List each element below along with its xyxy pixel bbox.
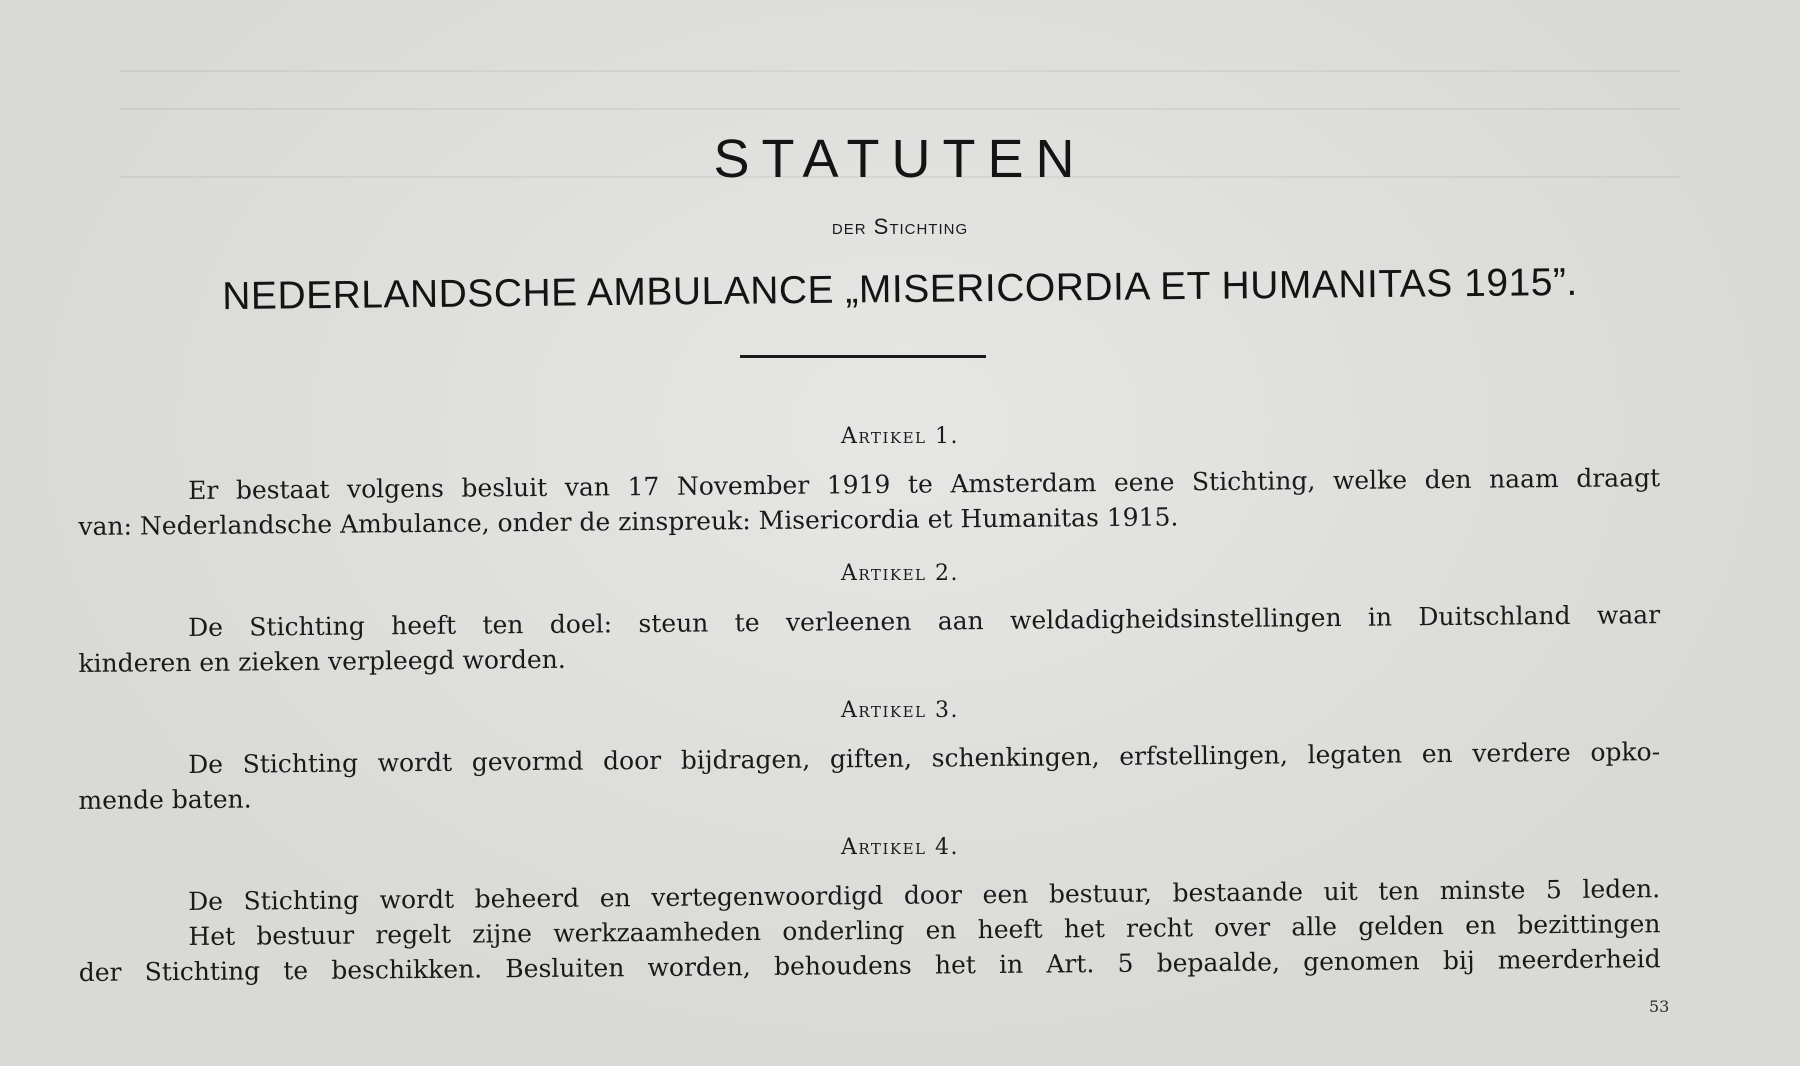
article-2-line-1: De Stichting heeft ten doel: steun te verleenen aan weldadigheidsinstellingen in Duitschland waar (188, 600, 1661, 643)
article-2-text (78, 597, 1661, 681)
article-3-text (78, 734, 1661, 818)
page-number: 53 (1649, 997, 1670, 1016)
article-2-heading: Artikel 2. (841, 561, 959, 586)
article-4-line-2: Het bestuur regelt zijne werkzaamheden onderling en heeft het recht over alle gelden en bezittingen (188, 909, 1661, 952)
article-4-line-1: De Stichting wordt beheerd en vertegenwoordigd door een bestuur, bestaande uit ten minste 5 leden. (188, 874, 1661, 917)
document-subtitle: der Stichting (831, 214, 969, 239)
organization-name: NEDERLANDSCHE AMBULANCE „MISERICORDIA ET HUMANITAS 1915”. (222, 260, 1578, 319)
article-2-line-2: kinderen en zieken verpleegd worden. (78, 644, 566, 678)
title-divider (740, 355, 986, 358)
article-1-line-2: van: Nederlandsche Ambulance, onder de zinspreuk: Misericordia et Humanitas 1915. (78, 502, 1179, 541)
article-4-line-3: der Stichting te beschikken. Besluiten worden, behoudens het in Art. 5 bepaalde, genomen bij meerderheid (78, 944, 1661, 987)
article-1-text (78, 460, 1661, 544)
article-4-text (78, 871, 1661, 990)
bleed-through-line (120, 70, 1680, 72)
article-3-heading: Artikel 3. (841, 698, 959, 723)
article-3-line-1: De Stichting wordt gevormd door bijdragen, giften, schenkingen, erfstellingen, legaten en verdere opko- (188, 737, 1661, 780)
article-1-line-1: Er bestaat volgens besluit van 17 November 1919 te Amsterdam eene Stichting, welke den naam draagt (188, 463, 1661, 506)
bleed-through-line (120, 108, 1680, 110)
article-4-heading: Artikel 4. (841, 835, 959, 860)
document-title: STATUTEN (713, 129, 1087, 189)
article-3-line-2: mende baten. (78, 784, 252, 815)
article-1-heading: Artikel 1. (841, 424, 959, 449)
